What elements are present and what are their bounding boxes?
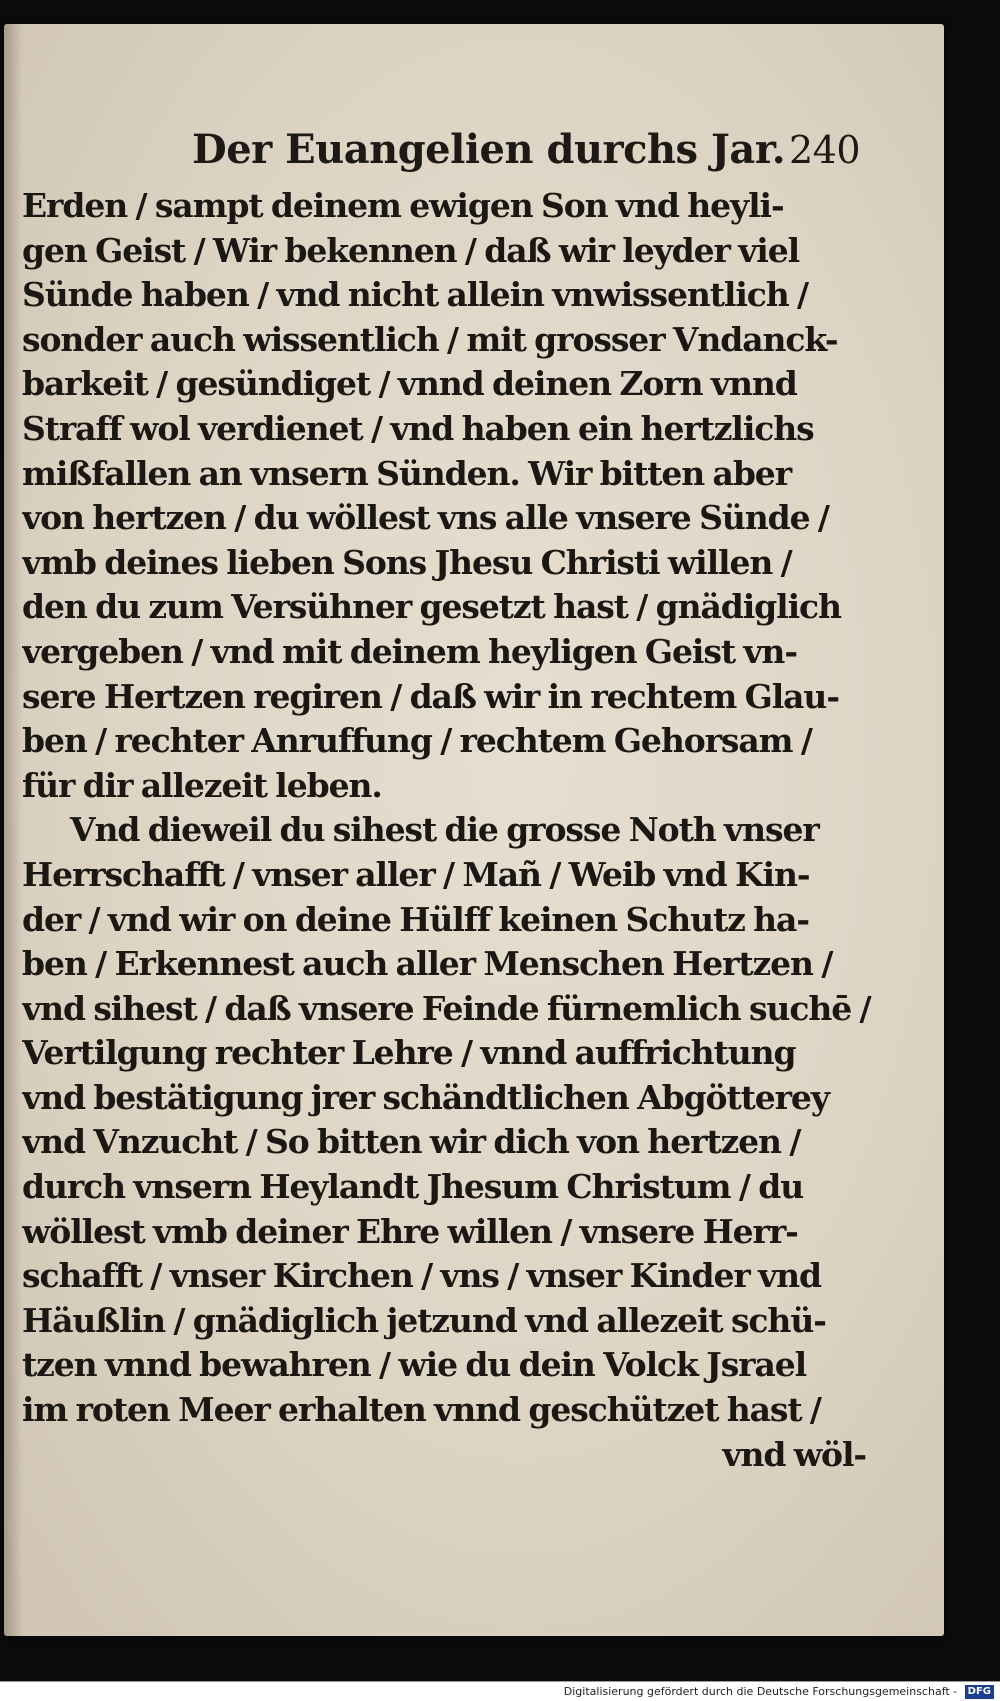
text-line: Straff wol verdienet / vnd haben ein hertzlichs — [22, 408, 814, 448]
text-line: vnd bestätigung jrer schändtlichen Abgötterey — [22, 1077, 829, 1117]
text-line: Sünde haben / vnd nicht allein vnwissentlich / — [22, 275, 808, 315]
text-line: von hertzen / du wöllest vns alle vnsere Sünde / — [22, 498, 829, 538]
text-line: sere Hertzen regiren / daß wir in rechtem Glau- — [22, 676, 839, 716]
text-line: mißfallen an vnsern Sünden. Wir bitten aber — [22, 453, 791, 493]
folio-number: 240 — [788, 128, 860, 172]
text-line: vnd Vnzucht / So bitten wir dich von hertzen / — [22, 1122, 801, 1162]
running-head — [192, 126, 872, 178]
text-line: Vertilgung rechter Lehre / vnnd auffrichtung — [22, 1033, 796, 1073]
text-line: barkeit / gesündiget / vnnd deinen Zorn vnnd — [22, 364, 797, 404]
text-line: Herrschafft / vnser aller / Mañ / Weib vnd Kin- — [22, 854, 810, 894]
text-line: den du zum Versühner gesetzt hast / gnädiglich — [22, 587, 841, 627]
text-line: vergeben / vnd mit deinem heyligen Geist vn- — [22, 631, 797, 671]
body-text — [22, 184, 872, 1477]
text-line: tzen vnnd bewahren / wie du dein Volck Jsrael — [22, 1345, 807, 1385]
text-line: ben / rechter Anruffung / rechtem Gehorsam / — [22, 721, 812, 761]
book-page — [4, 24, 944, 1636]
text-line: schafft / vnser Kirchen / vns / vnser Kinder vnd — [22, 1256, 822, 1296]
text-line: ben / Erkennest auch aller Menschen Hertzen / — [22, 944, 833, 984]
text-line: sonder auch wissentlich / mit grosser Vndanck- — [22, 319, 838, 359]
text-line: durch vnsern Heylandt Jhesum Christum / du — [22, 1167, 804, 1207]
text-line: Erden / sampt deinem ewigen Son vnd heyli- — [22, 186, 784, 225]
text-line-paragraph-start: Vnd dieweil du sihest die grosse Noth vnser — [70, 810, 819, 850]
text-line: Häußlin / gnädiglich jetzund vnd allezeit schü- — [22, 1300, 826, 1340]
text-line: für dir allezeit leben. — [22, 765, 382, 805]
text-line: wöllest vmb deiner Ehre willen / vnsere Herr- — [22, 1211, 798, 1251]
text-line: im roten Meer erhalten vnnd geschützet hast / — [22, 1390, 821, 1430]
running-head-title: Der Euangelien durchs Jar. — [192, 126, 786, 173]
text-line: gen Geist / Wir bekennen / daß wir leyder viel — [22, 230, 800, 270]
digitization-credit-text: Digitalisierung gefördert durch die Deutsche Forschungsgemeinschaft - — [563, 1685, 958, 1698]
text-line: der / vnd wir on deine Hülff keinen Schutz ha- — [22, 899, 809, 939]
dfg-logo-icon: DFG — [965, 1685, 994, 1699]
catchword: vnd wöl- — [722, 1434, 866, 1474]
text-line: vnd sihest / daß vnsere Feinde fürnemlich suchē / — [22, 988, 871, 1028]
text-line: vmb deines lieben Sons Jhesu Christi willen / — [22, 542, 792, 582]
digitization-credit-bar — [0, 1681, 1000, 1701]
